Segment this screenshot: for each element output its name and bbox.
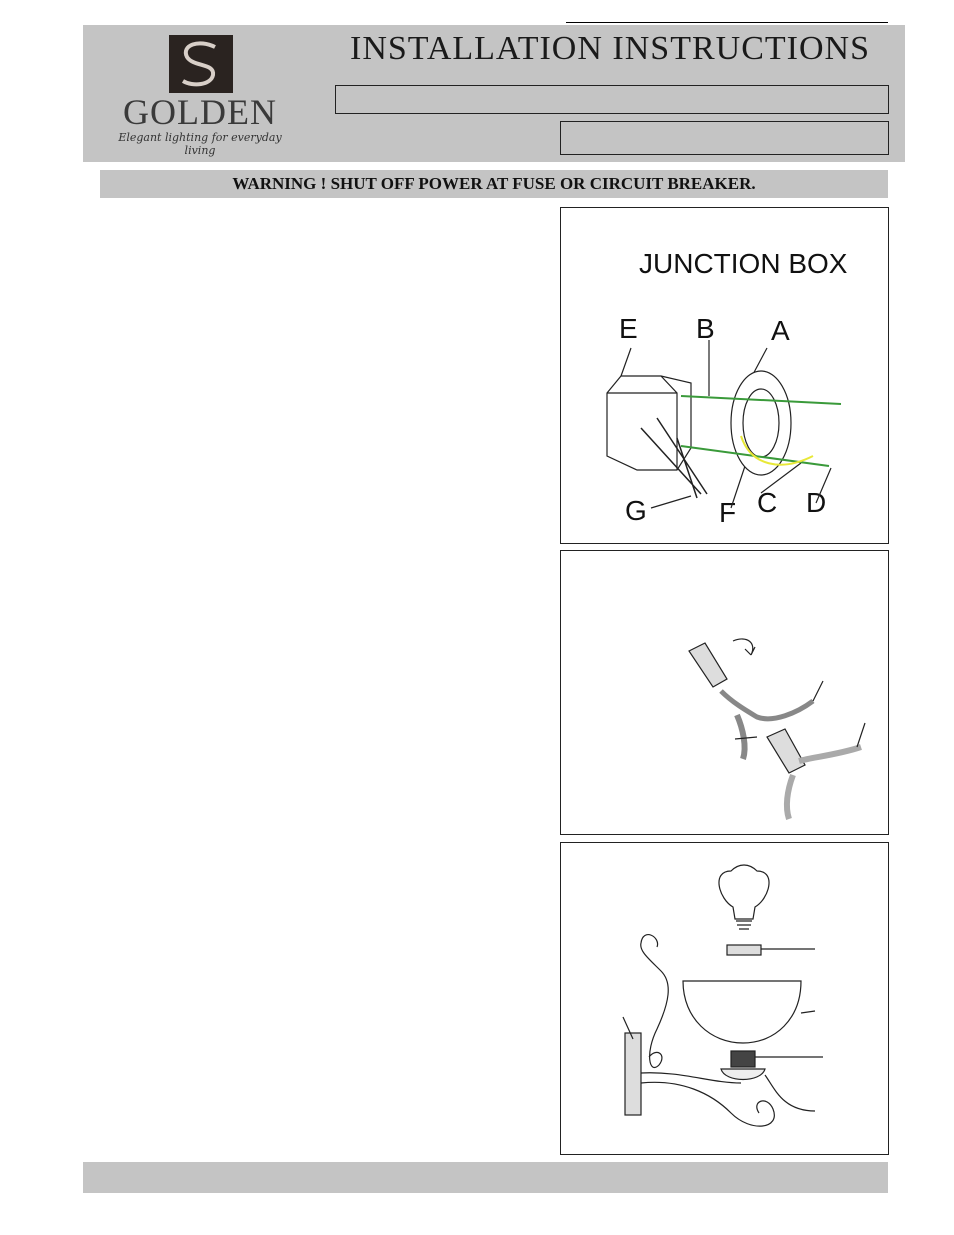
figure-junction-box (560, 207, 889, 544)
junction-box-drawing (607, 340, 841, 508)
brand-logo (112, 33, 288, 158)
label-f: F (719, 497, 737, 528)
logo-wordmark: GOLDEN (123, 92, 277, 132)
footer-band (83, 1162, 888, 1193)
label-a: A (771, 315, 790, 346)
junction-box-title: JUNCTION BOX (639, 248, 848, 279)
label-c: C (757, 487, 778, 518)
logo-s-icon (169, 35, 233, 93)
fixture-drawing (623, 865, 823, 1126)
label-e: E (619, 313, 638, 344)
label-b: B (696, 313, 715, 344)
model-field (335, 85, 889, 114)
logo-tagline: Elegant lighting for everyday living (118, 131, 282, 157)
label-g: G (625, 495, 647, 526)
header-rule (566, 22, 888, 23)
wire-connector-drawing (689, 639, 865, 819)
figure-wire-connectors (560, 550, 889, 835)
date-field (560, 121, 889, 155)
page-title: INSTALLATION INSTRUCTIONS (350, 30, 870, 67)
figure-fixture-assembly (560, 842, 889, 1155)
label-d: D (806, 487, 827, 518)
warning-banner: WARNING ! SHUT OFF POWER AT FUSE OR CIRCUIT BREAKER. (100, 170, 888, 198)
